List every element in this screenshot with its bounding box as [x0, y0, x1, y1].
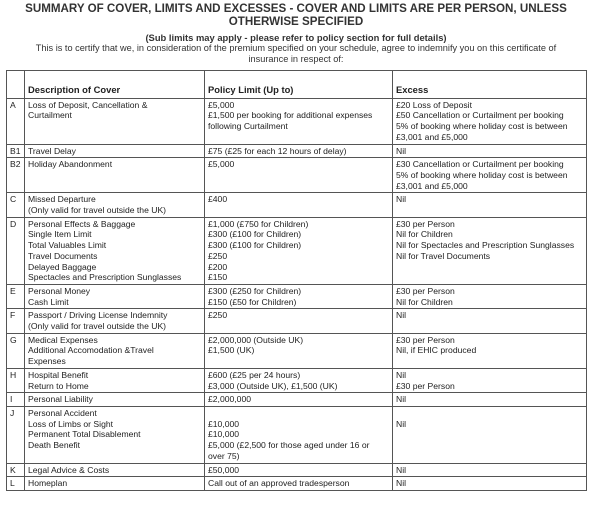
- excess-value-line: Nil: [396, 394, 407, 405]
- cover-description-line: Cash Limit: [28, 296, 69, 307]
- cover-description-line: Travel Documents: [28, 250, 98, 261]
- cover-description-line: Homeplan: [28, 478, 68, 489]
- section-code: E: [7, 284, 25, 308]
- excess-value: [393, 158, 587, 193]
- table-row: [7, 158, 587, 193]
- description-header: Description of Cover: [25, 71, 205, 99]
- excess-value: [393, 193, 587, 217]
- excess-value: [393, 463, 587, 477]
- section-code: K: [7, 463, 25, 477]
- policy-limit: [205, 368, 393, 392]
- table-row: [7, 98, 587, 144]
- table-row: [7, 477, 587, 491]
- excess-value-line: £20 Loss of Deposit: [396, 99, 472, 110]
- policy-limit-line: £5,000 (£2,500 for those aged under 16 or: [208, 440, 370, 451]
- cover-description-line: Death Benefit: [28, 440, 81, 451]
- cover-description-line: Loss of Deposit, Cancellation &: [28, 99, 148, 110]
- policy-limit: [205, 144, 393, 158]
- cover-table: [6, 70, 587, 491]
- excess-value-line: Nil: [396, 464, 407, 475]
- cover-description: [25, 463, 205, 477]
- table-row: [7, 144, 587, 158]
- excess-value-line: Nil, if EHIC produced: [396, 345, 477, 356]
- cover-description: [25, 144, 205, 158]
- excess-value: [393, 406, 587, 463]
- policy-limit-line: £5,000: [208, 99, 235, 110]
- policy-limit-line: £10,000: [208, 418, 240, 429]
- policy-limit-line: £50,000: [208, 464, 240, 475]
- excess-value-line: Nil: [396, 478, 407, 489]
- policy-limit-line: Call out of an approved tradesperson: [208, 478, 350, 489]
- intro-text: This is to certify that we, in consideration of the premium specified on your schedule, agree to indemnify you on this certificate of insurance in respect of:: [35, 43, 557, 64]
- table-row: [7, 406, 587, 463]
- policy-limit-line: £300 (£250 for Children): [208, 285, 302, 296]
- section-code: J: [7, 406, 25, 463]
- policy-limit-line: £200: [208, 261, 228, 272]
- policy-limit: [205, 98, 393, 144]
- excess-value: [393, 477, 587, 491]
- policy-limit-line: £300 (£100 for Children): [208, 229, 302, 240]
- policy-limit: [205, 193, 393, 217]
- cover-description: [25, 477, 205, 491]
- cover-description-line: Permanent Total Disablement: [28, 429, 141, 440]
- section-code: L: [7, 477, 25, 491]
- excess-value: [393, 393, 587, 407]
- policy-limit-line: £1,500 (UK): [208, 345, 255, 356]
- cover-description-line: Legal Advice & Costs: [28, 464, 110, 475]
- excess-value-line: Nil: [396, 418, 407, 429]
- policy-limit: [205, 158, 393, 193]
- policy-limit-line: £250: [208, 310, 228, 321]
- cover-description-line: Holiday Abandonment: [28, 159, 113, 170]
- section-code: F: [7, 309, 25, 333]
- policy-limit-line: £1,000 (£750 for Children): [208, 218, 309, 229]
- cover-description: [25, 368, 205, 392]
- excess-value-line: Nil for Spectacles and Prescription Sunglasses: [396, 240, 575, 251]
- section-code: D: [7, 217, 25, 284]
- cover-description-line: Single Item Limit: [28, 229, 92, 240]
- section-code: B2: [7, 158, 25, 193]
- policy-limit-line: [208, 408, 389, 419]
- excess-value: [393, 368, 587, 392]
- cover-description-line: Additional Accomodation &Travel: [28, 345, 154, 356]
- table-row: [7, 217, 587, 284]
- excess-value-line: [396, 408, 583, 419]
- cover-description-line: Delayed Baggage: [28, 261, 97, 272]
- excess-value-line: Nil: [396, 310, 407, 321]
- excess-value-line: £3,001 and £5,000: [396, 131, 468, 142]
- limit-header: Policy Limit (Up to): [205, 71, 393, 99]
- excess-value-line: 5% of booking where holiday cost is between: [396, 121, 568, 132]
- table-row: [7, 309, 587, 333]
- cover-description-line: Spectacles and Prescription Sunglasses: [28, 272, 182, 283]
- cover-description-line: Personal Liability: [28, 394, 93, 405]
- excess-value-line: £3,001 and £5,000: [396, 180, 468, 191]
- policy-limit-line: £250: [208, 250, 228, 261]
- policy-limit: [205, 477, 393, 491]
- cover-description: [25, 406, 205, 463]
- excess-value-line: £30 per Person: [396, 380, 455, 391]
- excess-value: [393, 98, 587, 144]
- cover-description: [25, 284, 205, 308]
- cover-description-line: Missed Departure: [28, 194, 96, 205]
- document-title: SUMMARY OF COVER, LIMITS AND EXCESSES - COVER AND LIMITS ARE PER PERSON, UNLESS OTHERWISE SPECIFIED: [25, 2, 567, 28]
- excess-value-line: Nil: [396, 145, 407, 156]
- document-subtitle: (Sub limits may apply - please refer to policy section for full details): [145, 32, 447, 43]
- cover-description: [25, 333, 205, 368]
- cover-description: [25, 309, 205, 333]
- policy-limit-line: £3,000 (Outside UK), £1,500 (UK): [208, 380, 338, 391]
- excess-value-line: £30 per Person: [396, 285, 455, 296]
- code-header: [7, 71, 25, 99]
- excess-value-line: £30 Cancellation or Curtailment per booking: [396, 159, 564, 170]
- cover-description: [25, 193, 205, 217]
- policy-limit-line: £150 (£50 for Children): [208, 296, 297, 307]
- cover-description: [25, 217, 205, 284]
- section-code: A: [7, 98, 25, 144]
- excess-value-line: £30 per Person: [396, 334, 455, 345]
- cover-description-line: Passport / Driving License Indemnity: [28, 310, 168, 321]
- table-row: [7, 393, 587, 407]
- excess-value: [393, 144, 587, 158]
- excess-value: [393, 217, 587, 284]
- policy-limit-line: £2,000,000 (Outside UK): [208, 334, 304, 345]
- policy-limit: [205, 284, 393, 308]
- excess-value-line: £50 Cancellation or Curtailment per booking: [396, 110, 564, 121]
- cover-rows: [7, 98, 587, 490]
- excess-value: [393, 309, 587, 333]
- cover-description-line: Curtailment: [28, 110, 72, 121]
- policy-limit-line: £300 (£100 for Children): [208, 240, 302, 251]
- section-code: I: [7, 393, 25, 407]
- policy-limit-line: over 75): [208, 450, 240, 461]
- cover-description-line: Loss of Limbs or Sight: [28, 418, 114, 429]
- excess-value: [393, 284, 587, 308]
- section-code: C: [7, 193, 25, 217]
- table-row: [7, 193, 587, 217]
- excess-value-line: 5% of booking where holiday cost is between: [396, 169, 568, 180]
- cover-description-line: Personal Accident: [28, 407, 97, 418]
- excess-value-line: Nil: [396, 194, 407, 205]
- policy-limit: [205, 309, 393, 333]
- table-row: [7, 333, 587, 368]
- certificate-page: [0, 3, 592, 531]
- section-code: G: [7, 333, 25, 368]
- cover-description: [25, 393, 205, 407]
- policy-limit: [205, 217, 393, 284]
- policy-limit: [205, 333, 393, 368]
- policy-limit-line: following Curtailment: [208, 121, 288, 132]
- policy-limit-line: £10,000: [208, 429, 240, 440]
- cover-description-line: (Only valid for travel outside the UK): [28, 321, 167, 332]
- policy-limit: [205, 393, 393, 407]
- table-row: [7, 463, 587, 477]
- excess-value-line: £30 per Person: [396, 218, 455, 229]
- cover-description-line: Expenses: [28, 356, 66, 367]
- cover-description-line: Personal Effects & Baggage: [28, 218, 136, 229]
- policy-limit: [205, 406, 393, 463]
- cover-description-line: Medical Expenses: [28, 334, 98, 345]
- cover-description-line: Total Valuables Limit: [28, 240, 107, 251]
- excess-value-line: Nil for Children: [396, 229, 453, 240]
- table-row: [7, 284, 587, 308]
- policy-limit-line: £2,000,000: [208, 394, 252, 405]
- excess-value-line: Nil for Children: [396, 296, 453, 307]
- section-code: B1: [7, 144, 25, 158]
- policy-limit-line: £400: [208, 194, 228, 205]
- cover-description-line: (Only valid for travel outside the UK): [28, 205, 167, 216]
- policy-limit: [205, 463, 393, 477]
- excess-header: Excess: [393, 71, 587, 99]
- cover-description: [25, 158, 205, 193]
- policy-limit-line: £600 (£25 per 24 hours): [208, 369, 301, 380]
- policy-limit-line: £5,000: [208, 159, 235, 170]
- policy-limit-line: £1,500 per booking for additional expenses: [208, 110, 373, 121]
- table-header-row: [7, 71, 587, 99]
- cover-description-line: Personal Money: [28, 285, 91, 296]
- cover-description-line: Hospital Benefit: [28, 369, 89, 380]
- cover-description-line: Travel Delay: [28, 145, 76, 156]
- cover-description: [25, 98, 205, 144]
- excess-value: [393, 333, 587, 368]
- policy-limit-line: £75 (£25 for each 12 hours of delay): [208, 145, 347, 156]
- section-code: H: [7, 368, 25, 392]
- cover-description-line: Return to Home: [28, 380, 89, 391]
- policy-limit-line: £150: [208, 272, 228, 283]
- table-row: [7, 368, 587, 392]
- excess-value-line: Nil: [396, 369, 407, 380]
- excess-value-line: Nil for Travel Documents: [396, 250, 491, 261]
